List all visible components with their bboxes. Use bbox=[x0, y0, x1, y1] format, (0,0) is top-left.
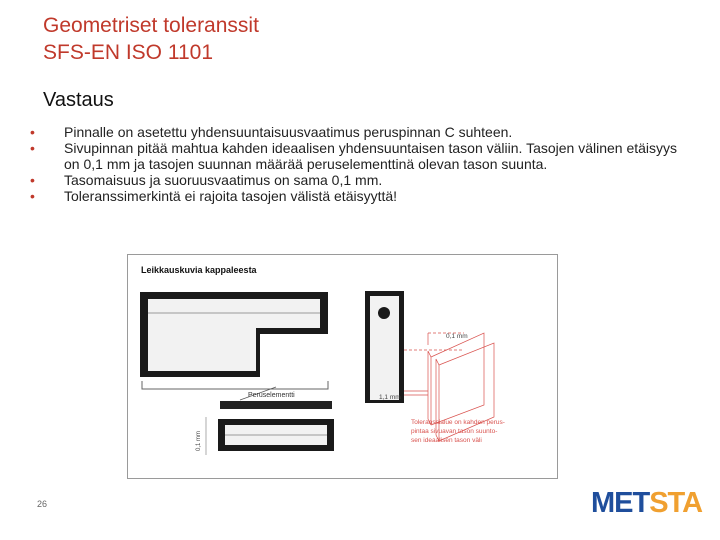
bullet-dot-icon: • bbox=[30, 172, 35, 188]
page-number: 26 bbox=[37, 499, 48, 509]
note-line-3: sen ideaalisen tason väli bbox=[411, 437, 482, 444]
vertical-dim-label: 0,1 mm bbox=[196, 430, 202, 451]
bullet-item bbox=[30, 172, 690, 188]
bullet-dot-icon: • bbox=[30, 140, 35, 156]
l-section-shape bbox=[140, 292, 328, 377]
title-line-1: Geometriset toleranssit bbox=[43, 14, 259, 37]
plate-with-hole bbox=[365, 291, 404, 403]
datum-label: Peruselementti bbox=[248, 392, 295, 399]
bullet-item bbox=[30, 124, 690, 140]
bullet-list bbox=[30, 124, 690, 204]
bullet-item bbox=[30, 188, 690, 204]
section-heading: Vastaus bbox=[43, 89, 114, 111]
note-line-2: pintaa sivuavan tason suunto- bbox=[411, 428, 498, 435]
bullet-dot-icon: • bbox=[30, 124, 35, 140]
figure-caption: Leikkauskuvia kappaleesta bbox=[141, 265, 257, 275]
bullet-text: Toleranssimerkintä ei rajoita tasojen välistä etäisyyttä! bbox=[64, 188, 398, 204]
title-line-2: SFS-EN ISO 1101 bbox=[43, 41, 214, 64]
bullet-text: Tasomaisuus ja suoruusvaatimus on sama 0,1 mm. bbox=[64, 172, 383, 188]
bullet-text: Sivupinnan pitää mahtua kahden ideaalisen yhdensuuntaisen tason väliin. Tasojen välinen etäisyys on 0,1 mm ja tasojen suunnan määrää peruselementtinä olevan tason suunta. bbox=[64, 140, 678, 172]
slide-title bbox=[43, 12, 259, 66]
flat-section-shape bbox=[218, 401, 334, 451]
dim-top-label: 0,1 mm bbox=[446, 333, 468, 340]
bullet-dot-icon: • bbox=[30, 188, 35, 204]
dim-bottom-label: 1,1 mm bbox=[379, 394, 401, 401]
bullet-item bbox=[30, 140, 690, 172]
drawing-svg bbox=[128, 255, 557, 478]
metsta-logo bbox=[591, 487, 702, 519]
note-line-1: Toleranssialue on kahden perus- bbox=[411, 419, 505, 426]
technical-drawing bbox=[127, 254, 558, 479]
logo-part-met: MET bbox=[591, 487, 650, 519]
logo-part-sta: STA bbox=[649, 487, 703, 519]
bullet-text: Pinnalle on asetettu yhdensuuntaisuusvaatimus peruspinnan C suhteen. bbox=[64, 124, 513, 140]
bracket-line bbox=[142, 381, 328, 389]
